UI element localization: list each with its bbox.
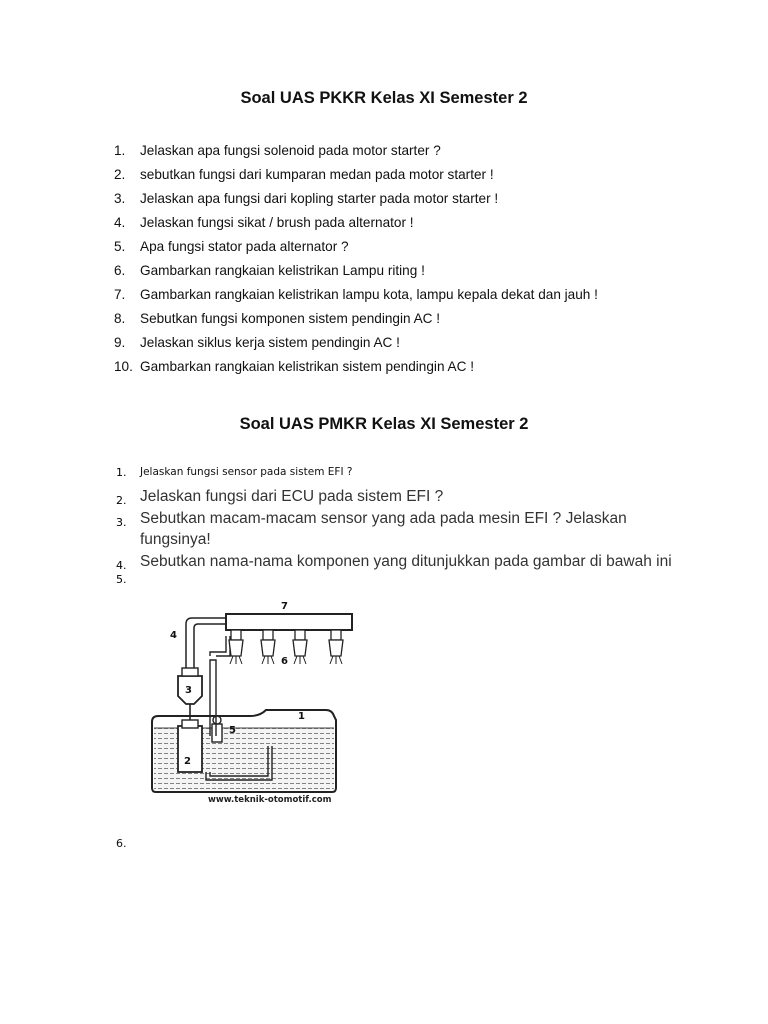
diagram-label-3: 3 [185, 685, 192, 696]
question-number-6: 6. [116, 837, 127, 850]
diagram-label-1: 1 [298, 711, 305, 722]
question-number: 3. [114, 191, 126, 206]
question-number: 8. [114, 311, 126, 326]
list-item [114, 167, 714, 191]
list-item [116, 551, 676, 572]
diagram-watermark: www.teknik-otomotif.com [208, 795, 332, 805]
section1-title: Soal UAS PKKR Kelas XI Semester 2 [240, 89, 528, 107]
list-item [114, 143, 714, 167]
list-item [114, 335, 714, 359]
list-item [114, 359, 714, 383]
question-text: Jelaskan siklus kerja sistem pendingin AC ! [140, 335, 400, 350]
question-text: Jelaskan apa fungsi solenoid pada motor starter ? [140, 143, 441, 158]
list-item [116, 486, 676, 507]
list-item [114, 311, 714, 335]
list-item [114, 263, 714, 287]
question-text: Sebutkan macam-macam sensor yang ada pada mesin EFI ? Jelaskan fungsinya! [140, 510, 627, 548]
question-text: Gambarkan rangkaian kelistrikan Lampu riting ! [140, 263, 425, 278]
question-number: 2. [116, 494, 127, 507]
list-item [116, 508, 676, 550]
question-text: Jelaskan fungsi sikat / brush pada alternator ! [140, 215, 414, 230]
question-text: Jelaskan fungsi dari ECU pada sistem EFI ? [140, 488, 444, 505]
list-item [114, 215, 714, 239]
section2-title: Soal UAS PMKR Kelas XI Semester 2 [239, 415, 529, 433]
fuel-rail [226, 614, 352, 630]
diagram-label-4: 4 [170, 630, 177, 641]
question-text: Gambarkan rangkaian kelistrikan lampu kota, lampu kepala dekat dan jauh ! [140, 287, 598, 302]
question-number: 3. [116, 516, 127, 529]
question-text: Apa fungsi stator pada alternator ? [140, 239, 349, 254]
diagram-label-2: 2 [184, 756, 191, 767]
question-number: 5. [116, 573, 127, 586]
question-number: 10. [114, 359, 133, 374]
question-text: Jelaskan fungsi sensor pada sistem EFI ? [140, 466, 353, 478]
list-item [114, 239, 714, 263]
pressure-regulator [212, 716, 222, 742]
question-text: Sebutkan nama-nama komponen yang ditunjukkan pada gambar di bawah ini [140, 553, 672, 570]
section2-question-list [116, 464, 676, 591]
question-text: Gambarkan rangkaian kelistrikan sistem pendingin AC ! [140, 359, 474, 374]
question-number: 1. [116, 466, 127, 479]
efi-fuel-system-diagram [140, 596, 364, 806]
list-item [116, 464, 676, 486]
question-number: 7. [114, 287, 126, 302]
question-number: 4. [116, 559, 127, 572]
question-text: Sebutkan fungsi komponen sistem pendingin AC ! [140, 311, 441, 326]
list-item [114, 191, 714, 215]
diagram-label-6: 6 [281, 656, 288, 667]
question-text: Jelaskan apa fungsi dari kopling starter pada motor starter ! [140, 191, 499, 206]
question-number: 2. [114, 167, 126, 182]
question-number: 5. [114, 239, 126, 254]
diagram-label-7: 7 [281, 601, 288, 612]
list-item [114, 287, 714, 311]
question-number: 9. [114, 335, 126, 350]
list-item [116, 573, 676, 591]
question-number: 6. [114, 263, 126, 278]
question-text: sebutkan fungsi dari kumparan medan pada motor starter ! [140, 167, 494, 182]
section1-question-list [114, 143, 714, 383]
diagram-label-5: 5 [229, 725, 236, 736]
question-number: 1. [114, 143, 126, 158]
question-number: 4. [114, 215, 126, 230]
